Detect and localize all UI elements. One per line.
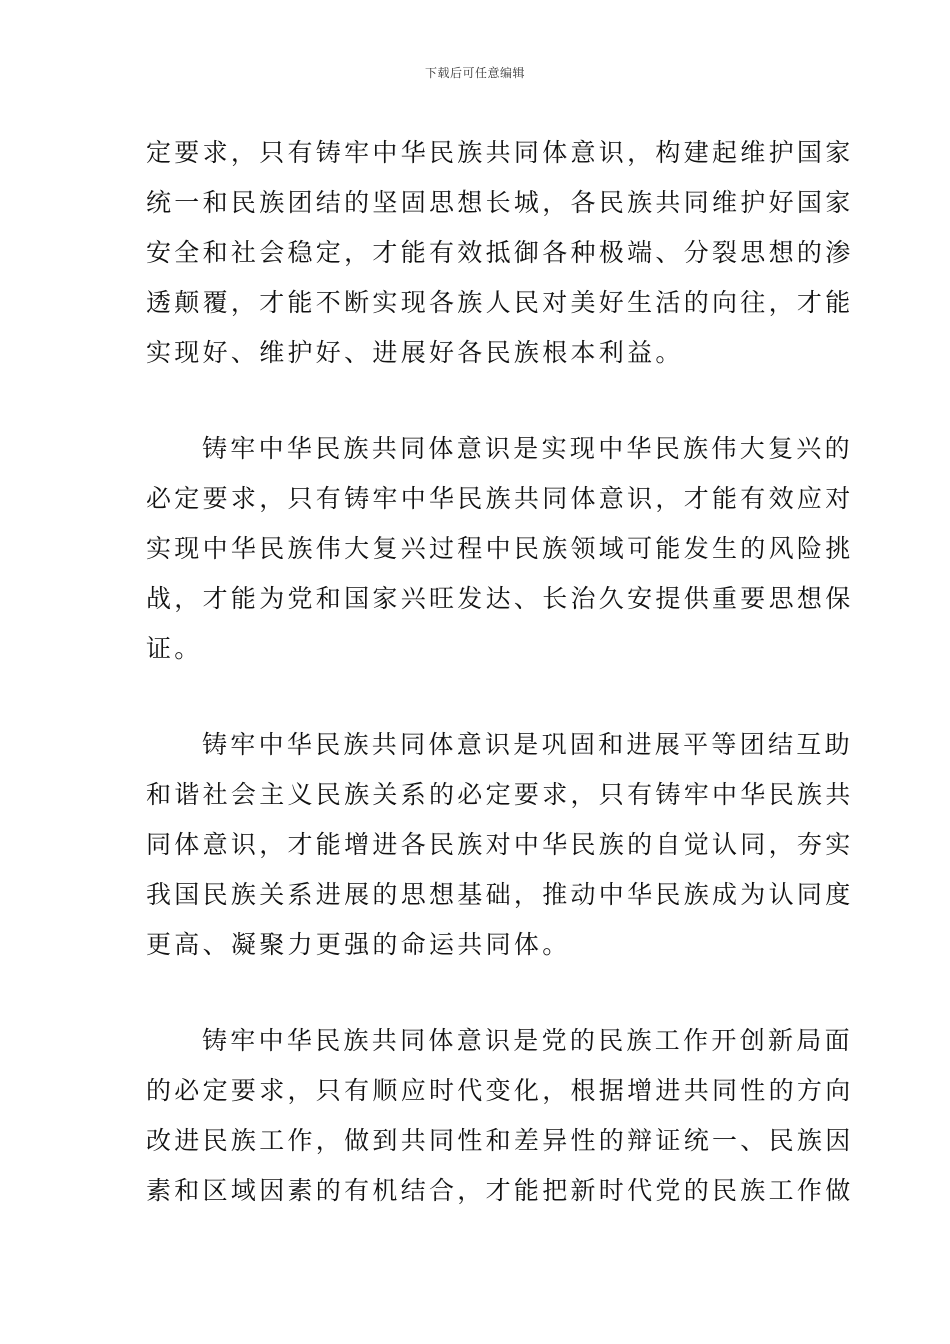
- paragraph-line: 实现好、维护好、进展好各民族根本利益。: [146, 338, 684, 367]
- paragraph-line: 安全和社会稳定，才能有效抵御各种极端、分裂思想的渗: [146, 238, 854, 267]
- paragraph-line: 定要求，只有铸牢中华民族共同体意识，构建起维护国家: [146, 138, 854, 167]
- paragraph-line: 铸牢中华民族共同体意识是巩固和进展平等团结互助: [202, 730, 853, 759]
- paragraph-line: 战，才能为党和国家兴旺发达、长治久安提供重要思想保: [146, 584, 854, 613]
- paragraph-line: 改进民族工作，做到共同性和差异性的辩证统一、民族因: [146, 1126, 854, 1155]
- paragraph-3: [146, 720, 854, 970]
- paragraph-line: 同体意识，才能增进各民族对中华民族的自觉认同，夯实: [146, 830, 854, 859]
- paragraph-line: 素和区域因素的有机结合，才能把新时代党的民族工作做: [146, 1176, 854, 1205]
- paragraph-line: 更高、凝聚力更强的命运共同体。: [146, 930, 571, 959]
- paragraph-line: 统一和民族团结的坚固思想长城，各民族共同维护好国家: [146, 188, 854, 217]
- paragraph-line: 铸牢中华民族共同体意识是实现中华民族伟大复兴的: [202, 434, 853, 463]
- paragraph-line: 透颠覆，才能不断实现各族人民对美好生活的向往，才能: [146, 288, 854, 317]
- paragraph-2: [146, 424, 854, 674]
- paragraph-line: 必定要求，只有铸牢中华民族共同体意识，才能有效应对: [146, 484, 854, 513]
- paragraph-4: [146, 1016, 854, 1216]
- document-body: [146, 128, 854, 1262]
- paragraph-1: [146, 128, 854, 378]
- paragraph-line: 铸牢中华民族共同体意识是党的民族工作开创新局面: [202, 1026, 853, 1055]
- paragraph-line: 我国民族关系进展的思想基础，推动中华民族成为认同度: [146, 880, 854, 909]
- paragraph-line: 的必定要求，只有顺应时代变化，根据增进共同性的方向: [146, 1076, 854, 1105]
- page-header: 下载后可任意编辑: [424, 66, 525, 80]
- paragraph-line: 和谐社会主义民族关系的必定要求，只有铸牢中华民族共: [146, 780, 854, 809]
- paragraph-line: 实现中华民族伟大复兴过程中民族领域可能发生的风险挑: [146, 534, 854, 563]
- paragraph-line: 证。: [146, 634, 203, 663]
